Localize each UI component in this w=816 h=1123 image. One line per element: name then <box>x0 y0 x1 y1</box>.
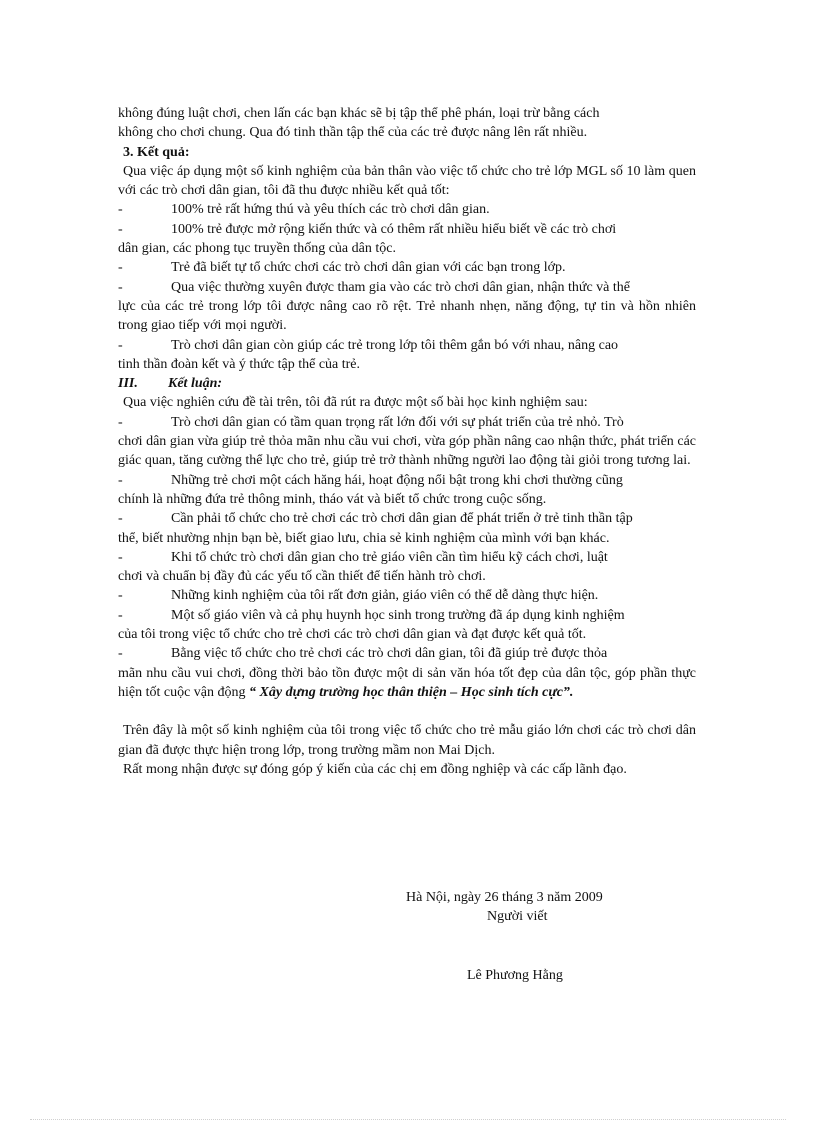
result-item <box>118 220 696 239</box>
bullet-dash: - <box>118 279 123 295</box>
conclusion-item <box>118 606 696 625</box>
conclusion-item <box>118 509 696 528</box>
result-item-continuation: dân gian, các phong tục truyền thống của dân tộc. <box>118 241 396 257</box>
conclusion-item-continuation: chính là những đứa trẻ thông minh, tháo vát và biết tổ chức trong cuộc sống. <box>118 491 547 507</box>
conclusion-item-continuation: của tôi trong việc tổ chức cho trẻ chơi các trò chơi dân gian và đạt được kết quả tốt. <box>118 627 587 643</box>
conclusion-item <box>118 644 696 663</box>
conclusion-item-continuation <box>118 664 696 703</box>
signature-place-date: Hà Nội, ngày 26 tháng 3 năm 2009 <box>406 890 603 905</box>
conclusion-item-text: Một số giáo viên và cả phụ huynh học sinh trong trường đã áp dụng kinh nghiệm <box>171 607 625 623</box>
spacer <box>118 702 696 721</box>
intro-line-2: không cho chơi chung. Qua đó tinh thần tập thể của các trẻ được nâng lên rất nhiều. <box>118 125 588 141</box>
results-paragraph: Qua việc áp dụng một số kinh nghiệm của bản thân vào việc tổ chức cho trẻ lớp MGL số 10 làm quen với các trò chơi dân gian, tôi đã thu được nhiều kết quả tốt: <box>118 163 696 199</box>
result-item <box>118 336 696 355</box>
result-item-text: 100% trẻ được mở rộng kiến thức và có thêm rất nhiều hiểu biết về các trò chơi <box>171 221 617 237</box>
section-title: Kết luận: <box>168 376 223 392</box>
result-item-text: Trò chơi dân gian còn giúp các trẻ trong lớp tôi thêm gắn bó với nhau, nâng cao <box>171 337 619 353</box>
bullet-dash: - <box>118 646 123 662</box>
bullet-dash: - <box>118 414 123 430</box>
signature-name: Lê Phương Hằng <box>467 968 563 983</box>
conclusion-item-text: Những kinh nghiệm của tôi rất đơn giản, giáo viên có thể dễ dàng thực hiện. <box>171 588 599 604</box>
closing-paragraph-2: Rất mong nhận được sự đóng góp ý kiến của các chị em đồng nghiệp và các cấp lãnh đạo. <box>123 761 627 777</box>
conclusion-paragraph: Qua việc nghiên cứu đề tài trên, tôi đã rút ra được một số bài học kinh nghiệm sau: <box>123 395 588 411</box>
result-item-continuation: lực của các trẻ trong lớp tôi được nâng cao rõ rệt. Trẻ nhanh nhẹn, năng động, tự tin và hồn nhiên trong giao tiếp với mọi người. <box>118 298 696 334</box>
campaign-quote: “ Xây dựng trường học thân thiện – Học sinh tích cực”. <box>249 684 574 700</box>
conclusion-item-text: Khi tổ chức trò chơi dân gian cho trẻ giáo viên cần tìm hiểu kỹ cách chơi, luật <box>171 549 608 565</box>
signature-role: Người viết <box>487 909 548 924</box>
result-item-text: Qua việc thường xuyên được tham gia vào các trò chơi dân gian, nhận thức và thể <box>171 279 630 295</box>
conclusion-heading <box>118 374 696 393</box>
conclusion-item <box>118 548 696 567</box>
continuation-text: mãn nhu cầu vui chơi, đồng thời bảo tồn được một di sản văn hóa tốt đẹp của dân tộc, góp phần thực hiện tốt cuộc vận động <box>118 665 696 700</box>
conclusion-item-continuation: chơi dân gian vừa giúp trẻ thỏa mãn nhu cầu vui chơi, vừa góp phần nâng cao nhận thức, phát triển các giác quan, tăng cường thể lực cho trẻ, giúp trẻ trở thành những người lao động tài giỏi trong tương lai. <box>118 434 696 469</box>
bullet-dash: - <box>118 549 123 565</box>
bullet-dash: - <box>118 221 123 237</box>
conclusion-item-text: Cần phải tổ chức cho trẻ chơi các trò chơi dân gian để phát triển ở trẻ tinh thần tập <box>171 511 633 527</box>
bullet-dash: - <box>118 260 123 276</box>
results-heading: 3. Kết quả: <box>123 144 190 160</box>
section-number: III. <box>118 376 138 392</box>
intro-line-1: không đúng luật chơi, chen lấn các bạn khác sẽ bị tập thể phê phán, loại trừ bằng cách <box>118 106 600 121</box>
closing-paragraph-1: Trên đây là một số kinh nghiệm của tôi trong việc tổ chức cho trẻ mẫu giáo lớn chơi các trò chơi dân gian đã được thực hiện trong lớp, trong trường mầm non Mai Dịch. <box>118 723 696 758</box>
bullet-dash: - <box>118 511 123 527</box>
page-bottom-rule <box>30 1119 786 1120</box>
bullet-dash: - <box>118 607 123 623</box>
result-item-text: Trẻ đã biết tự tổ chức chơi các trò chơi dân gian với các bạn trong lớp. <box>171 260 566 276</box>
conclusion-item-text: Bằng việc tổ chức cho trẻ chơi các trò chơi dân gian, tôi đã giúp trẻ được thỏa <box>171 646 608 662</box>
bullet-dash: - <box>118 202 123 218</box>
conclusion-item-text: Những trẻ chơi một cách hăng hái, hoạt động nổi bật trong khi chơi thường cũng <box>171 472 623 488</box>
result-item-text: 100% trẻ rất hứng thú và yêu thích các trò chơi dân gian. <box>171 202 490 218</box>
document-body <box>118 104 696 779</box>
bullet-dash: - <box>118 337 123 353</box>
conclusion-item <box>118 413 696 432</box>
conclusion-item <box>118 586 696 605</box>
bullet-dash: - <box>118 588 123 604</box>
result-item <box>118 200 696 219</box>
result-item <box>118 278 696 297</box>
conclusion-item-continuation: chơi và chuẩn bị đầy đủ các yếu tố cần thiết để tiến hành trò chơi. <box>118 569 486 585</box>
result-item-continuation: tinh thần đoàn kết và ý thức tập thể của trẻ. <box>118 356 361 372</box>
result-item <box>118 258 696 277</box>
conclusion-item-continuation: thể, biết nhường nhịn bạn bè, biết giao lưu, chia sẻ kinh nghiệm của mình với bạn khác. <box>118 530 610 546</box>
conclusion-item-text: Trò chơi dân gian có tầm quan trọng rất lớn đối với sự phát triển của trẻ nhỏ. Trò <box>171 414 624 430</box>
conclusion-item <box>118 471 696 490</box>
bullet-dash: - <box>118 472 123 488</box>
